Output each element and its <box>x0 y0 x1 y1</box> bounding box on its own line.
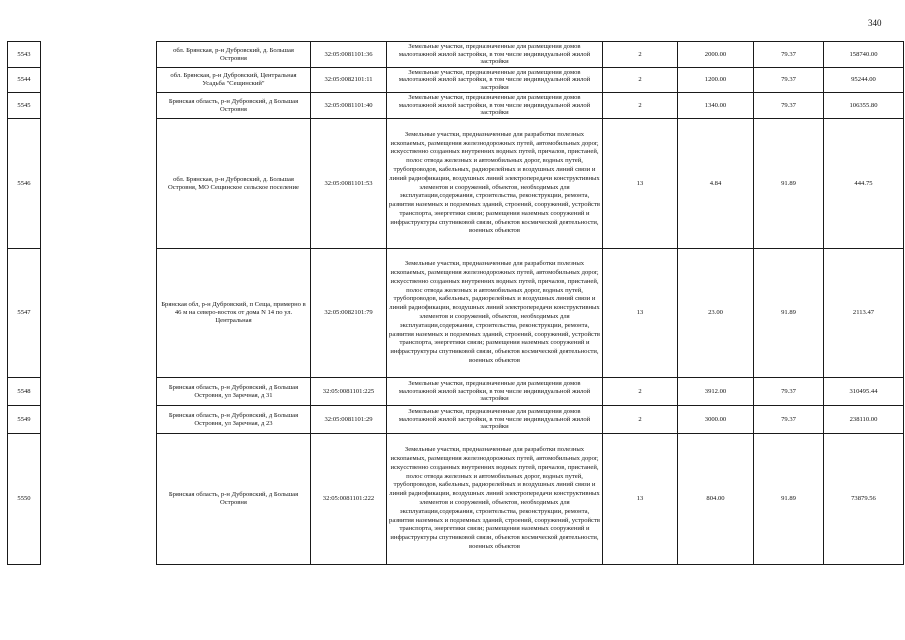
address-cell: Брянская обл, р-н Дубровский, п Сеща, примерно в 46 м на северо-восток от дома N 14 по ул. Центральная <box>157 249 311 378</box>
category-code: 13 <box>603 119 678 249</box>
area-value: 1200.00 <box>678 68 754 93</box>
category-code: 2 <box>603 406 678 434</box>
area-value: 804.00 <box>678 434 754 565</box>
category-code: 13 <box>603 434 678 565</box>
page-number: 340 <box>868 18 882 28</box>
cadastral-value: 444.75 <box>824 119 904 249</box>
land-use-description: Земельные участки, предназначенные для разработки полезных ископаемых, размещения железнодорожных путей, автомобильных дорог, искусственно созданных внутренних водных путей, причалов, пристаней, полос отвода железных и автомобильных дорог, водных путей, трубопроводов, кабельных, радиорелейных и воздушных линий связи и линий радиофикации, воздушных линий электропередачи конструктивных элементов и сооружений, объектов, необходимых для эксплуатации,содержания, строительства, реконструкции, ремонта, развития наземных и подземных зданий, строений, сооружений, устройств транспорта, энергетики связи; размещения наземных сооружений и инфраструктуры спутниковой связи, объектов космической деятельности, военных объектов <box>387 249 603 378</box>
row-number: 5543 <box>8 42 41 68</box>
cadastral-value: 158740.00 <box>824 42 904 68</box>
address-cell: Брянская область, р-н Дубровский, д Большая Островня, ул Заречная, д 31 <box>157 378 311 406</box>
table-row <box>8 68 904 93</box>
table-row <box>8 249 904 378</box>
cadastral-number: 32:05:0081101:29 <box>311 406 387 434</box>
table-row <box>8 119 904 249</box>
address-cell: обл. Брянская, р-н Дубровский, Центральная Усадьба "Сещинский" <box>157 68 311 93</box>
cadastral-value: 106355.80 <box>824 93 904 119</box>
table-row <box>8 378 904 406</box>
rate-value: 91.89 <box>754 434 824 565</box>
rate-value: 79.37 <box>754 68 824 93</box>
row-number: 5547 <box>8 249 41 378</box>
area-value: 3000.00 <box>678 406 754 434</box>
blank-column <box>41 93 157 119</box>
cadastral-number: 32:05:0081101:53 <box>311 119 387 249</box>
cadastral-number: 32:05:0081101:36 <box>311 42 387 68</box>
rate-value: 79.37 <box>754 93 824 119</box>
land-register-table <box>7 41 904 565</box>
land-use-description: Земельные участки, предназначенные для разработки полезных ископаемых, размещения железнодорожных путей, автомобильных дорог, искусственно созданных внутренних водных путей, причалов, пристаней, полос отвода железных и автомобильных дорог, водных путей, трубопроводов, кабельных, радиорелейных и воздушных линий связи и линий радиофикации, воздушных линий электропередачи конструктивных элементов и сооружений, объектов, необходимых для эксплуатации,содержания, строительства, реконструкции, ремонта, развития наземных и подземных зданий, строений, сооружений, устройств транспорта, энергетики связи; размещения наземных сооружений и инфраструктуры спутниковой связи, объектов космической деятельности, военных объектов <box>387 119 603 249</box>
area-value: 2000.00 <box>678 42 754 68</box>
land-use-description: Земельные участки, предназначенные для размещения домов малоэтажной жилой застройки, в том числе индивидуальной жилой застройки <box>387 378 603 406</box>
row-number: 5545 <box>8 93 41 119</box>
rate-value: 79.37 <box>754 406 824 434</box>
rate-value: 79.37 <box>754 378 824 406</box>
row-number: 5544 <box>8 68 41 93</box>
cadastral-number: 32:05:0081101:225 <box>311 378 387 406</box>
cadastral-number: 32:05:0082101:79 <box>311 249 387 378</box>
category-code: 2 <box>603 42 678 68</box>
cadastral-number: 32:05:0081101:40 <box>311 93 387 119</box>
table-row <box>8 93 904 119</box>
rate-value: 91.89 <box>754 249 824 378</box>
row-number: 5548 <box>8 378 41 406</box>
cadastral-number: 32:05:0082101:11 <box>311 68 387 93</box>
row-number: 5549 <box>8 406 41 434</box>
area-value: 1340.00 <box>678 93 754 119</box>
cadastral-value: 2113.47 <box>824 249 904 378</box>
land-use-description: Земельные участки, предназначенные для разработки полезных ископаемых, размещения железнодорожных путей, автомобильных дорог, искусственно созданных внутренних водных путей, причалов, пристаней, полос отвода железных и автомобильных дорог, водных путей, трубопроводов, кабельных, радиорелейных и воздушных линий связи и линий радиофикации, воздушных линий электропередачи конструктивных элементов и сооружений, объектов, необходимых для эксплуатации,содержания, строительства, реконструкции, ремонта, развития наземных и подземных зданий, строений, сооружений, устройств транспорта, энергетики связи; размещения наземных сооружений и инфраструктуры спутниковой связи, объектов космической деятельности, военных объектов <box>387 434 603 565</box>
blank-column <box>41 406 157 434</box>
blank-column <box>41 119 157 249</box>
table-row <box>8 42 904 68</box>
category-code: 2 <box>603 93 678 119</box>
land-use-description: Земельные участки, предназначенные для размещения домов малоэтажной жилой застройки, в том числе индивидуальной жилой застройки <box>387 93 603 119</box>
address-cell: Брянская область, р-н Дубровский, д Большая Островня <box>157 434 311 565</box>
blank-column <box>41 42 157 68</box>
cadastral-value: 73879.56 <box>824 434 904 565</box>
area-value: 23.00 <box>678 249 754 378</box>
cadastral-value: 238110.00 <box>824 406 904 434</box>
address-cell: Брянская область, р-н Дубровский, д Большая Островня, ул Заречная, д 23 <box>157 406 311 434</box>
table-row <box>8 406 904 434</box>
row-number: 5550 <box>8 434 41 565</box>
land-use-description: Земельные участки, предназначенные для размещения домов малоэтажной жилой застройки, в том числе индивидуальной жилой застройки <box>387 68 603 93</box>
land-use-description: Земельные участки, предназначенные для размещения домов малоэтажной жилой застройки, в том числе индивидуальной жилой застройки <box>387 42 603 68</box>
category-code: 2 <box>603 378 678 406</box>
blank-column <box>41 378 157 406</box>
rate-value: 79.37 <box>754 42 824 68</box>
cadastral-number: 32:05:0081101:222 <box>311 434 387 565</box>
land-use-description: Земельные участки, предназначенные для размещения домов малоэтажной жилой застройки, в том числе индивидуальной жилой застройки <box>387 406 603 434</box>
category-code: 13 <box>603 249 678 378</box>
row-number: 5546 <box>8 119 41 249</box>
address-cell: обл. Брянская, р-н Дубровский, д. Большая Островня, МО Сещинское сельское поселение <box>157 119 311 249</box>
address-cell: Брянская область, р-н Дубровский, д Большая Островня <box>157 93 311 119</box>
category-code: 2 <box>603 68 678 93</box>
area-value: 4.84 <box>678 119 754 249</box>
cadastral-value: 95244.00 <box>824 68 904 93</box>
address-cell: обл. Брянская, р-н Дубровский, д. Большая Островня <box>157 42 311 68</box>
blank-column <box>41 249 157 378</box>
table-row <box>8 434 904 565</box>
rate-value: 91.89 <box>754 119 824 249</box>
blank-column <box>41 68 157 93</box>
area-value: 3912.00 <box>678 378 754 406</box>
blank-column <box>41 434 157 565</box>
cadastral-value: 310495.44 <box>824 378 904 406</box>
